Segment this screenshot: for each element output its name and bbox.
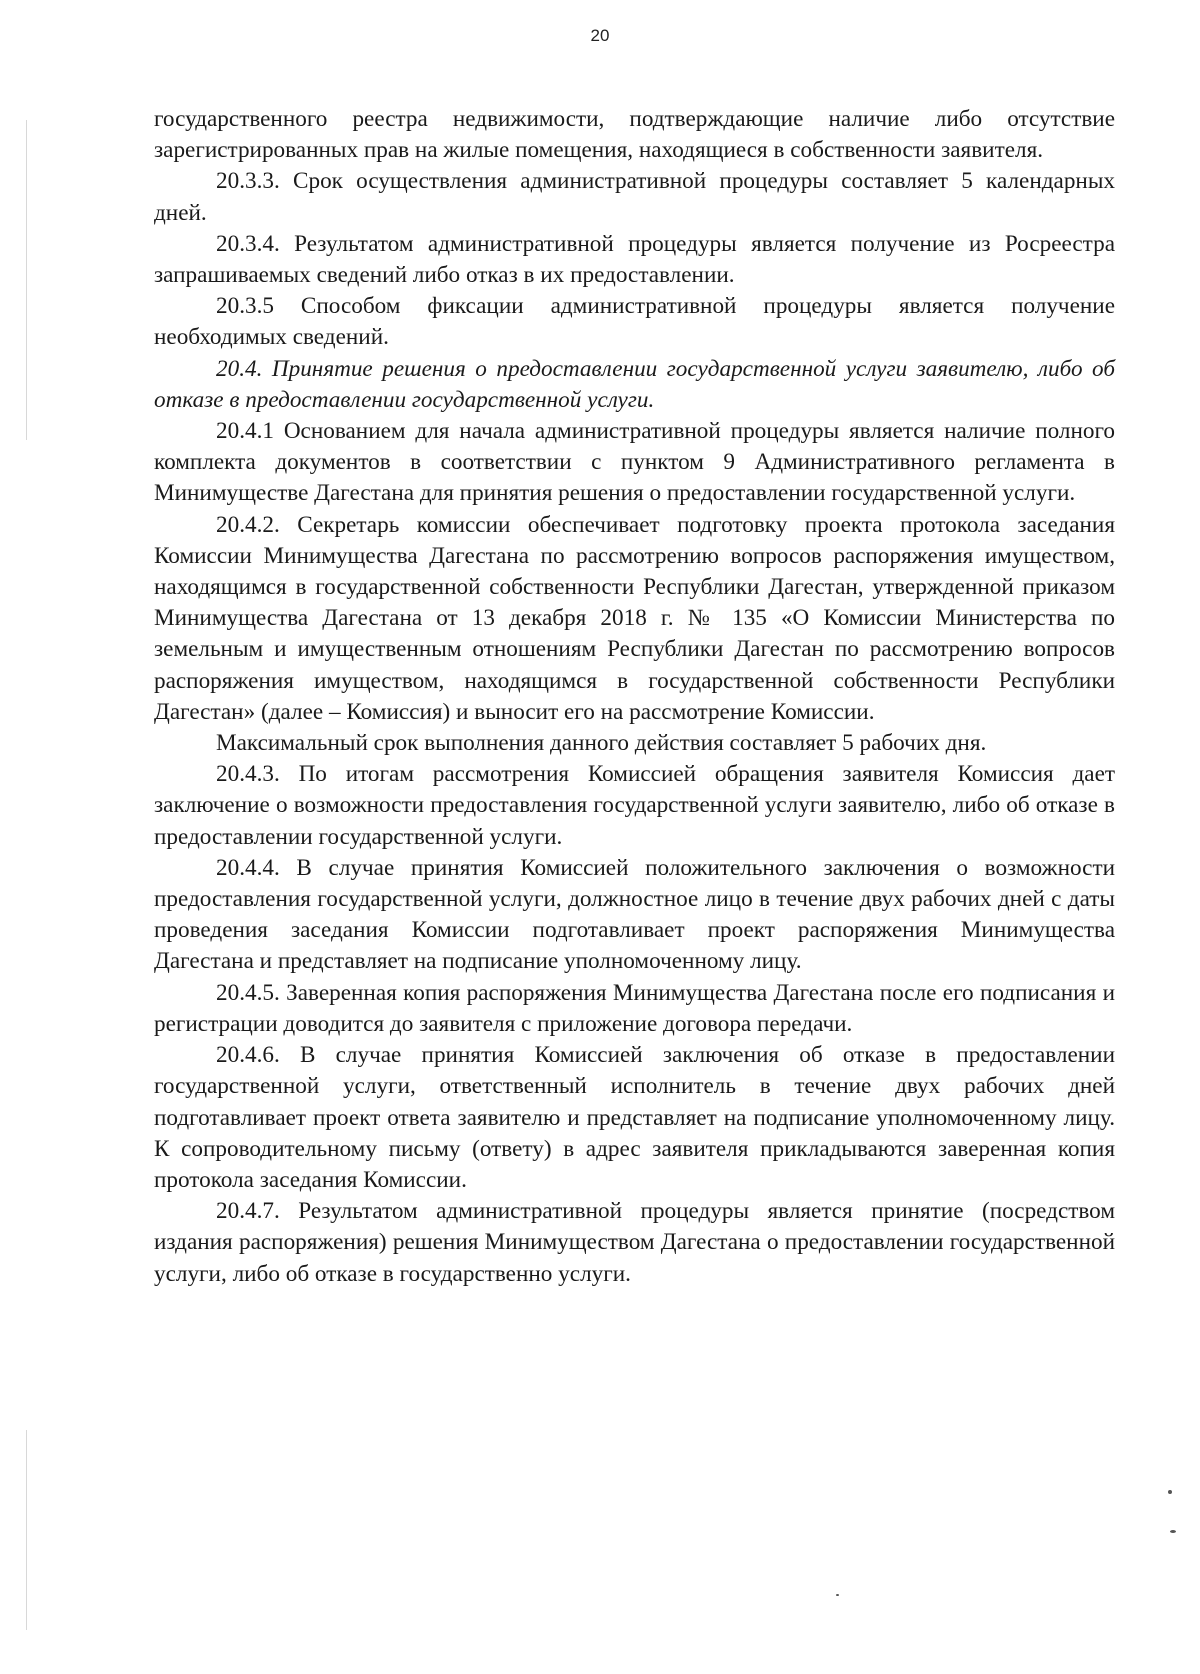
paragraph: 20.3.5 Способом фиксации административной процедуры является получение необходимых сведений. (154, 293, 1115, 351)
section-heading: 20.4. Принятие решения о предоставлении государственной услуги заявителю, либо об отказе в предоставлении государственной услуги. (154, 355, 1115, 413)
paragraph: 20.3.3. Срок осуществления административной процедуры составляет 5 календарных дней. (154, 168, 1115, 226)
document-body (154, 104, 1115, 1290)
paragraph: 20.4.1 Основанием для начала административной процедуры является наличие полного комплекта документов в соответствии с пунктом 9 Административного регламента в Минимуществе Дагестана для принятия решения о предоставлении государственной услуги. (154, 418, 1115, 507)
scan-artifact-line (26, 1430, 27, 1630)
paragraph: государственного реестра недвижимости, подтверждающие наличие либо отсутствие зарегистрированных прав на жилые помещения, находящиеся в собственности заявителя. (154, 106, 1115, 164)
paragraph: 20.4.5. Заверенная копия распоряжения Минимущества Дагестана после его подписания и регистрации доводится до заявителя с приложение договора передачи. (154, 979, 1115, 1037)
page-number: 20 (590, 26, 610, 45)
paragraph: 20.4.6. В случае принятия Комиссией заключения об отказе в предоставлении государственной услуги, ответственный исполнитель в течение двух рабочих дней подготавливает проект ответа заявителю и представляет на подписание уполномоченному лицу. К сопроводительному письму (ответу) в адрес заявителя прикладываются заверенная копия протокола заседания Комиссии. (154, 1042, 1115, 1193)
scan-speck (836, 1594, 839, 1596)
paragraph: 20.3.4. Результатом административной процедуры является получение из Росреестра запрашиваемых сведений либо отказ в их предоставлении. (154, 230, 1115, 289)
scan-speck (1168, 1490, 1172, 1494)
paragraph: 20.4.3. По итогам рассмотрения Комиссией обращения заявителя Комиссия дает заключение о возможности предоставления государственной услуги заявителю, либо об отказе в предоставлении государственной услуги. (154, 761, 1115, 850)
paragraph: 20.4.2. Секретарь комиссии обеспечивает подготовку проекта протокола заседания Комиссии Минимущества Дагестана по рассмотрению вопросов распоряжения имуществом, находящимся в государственной собственности Республики Дагестан, утвержденной приказом Минимущества Дагестана от 13 декабря 2018 г. № 135 «О Комиссии Министерства по земельным и имущественным отношениям Республики Дагестан по рассмотрению вопросов распоряжения имуществом, находящимся в государственной собственности Республики Дагестан» (далее – Комиссия) и выносит его на рассмотрение Комиссии. (154, 511, 1115, 725)
paragraph: Максимальный срок выполнения данного действия составляет 5 рабочих дня. (216, 730, 987, 757)
paragraph: 20.4.4. В случае принятия Комиссией положительного заключения о возможности предоставления государственной услуги, должностное лицо в течение двух рабочих дней с даты проведения заседания Комиссии подготавливает проект распоряжения Минимущества Дагестана и представляет на подписание уполномоченному лицу. (154, 854, 1115, 975)
scan-artifact-line (26, 120, 27, 440)
scan-speck (1170, 1530, 1176, 1533)
paragraph: 20.4.7. Результатом административной процедуры является принятие (посредством издания распоряжения) решения Минимуществом Дагестана о предоставлении государственной услуги, либо об отказе в государственно услуги. (154, 1198, 1115, 1287)
